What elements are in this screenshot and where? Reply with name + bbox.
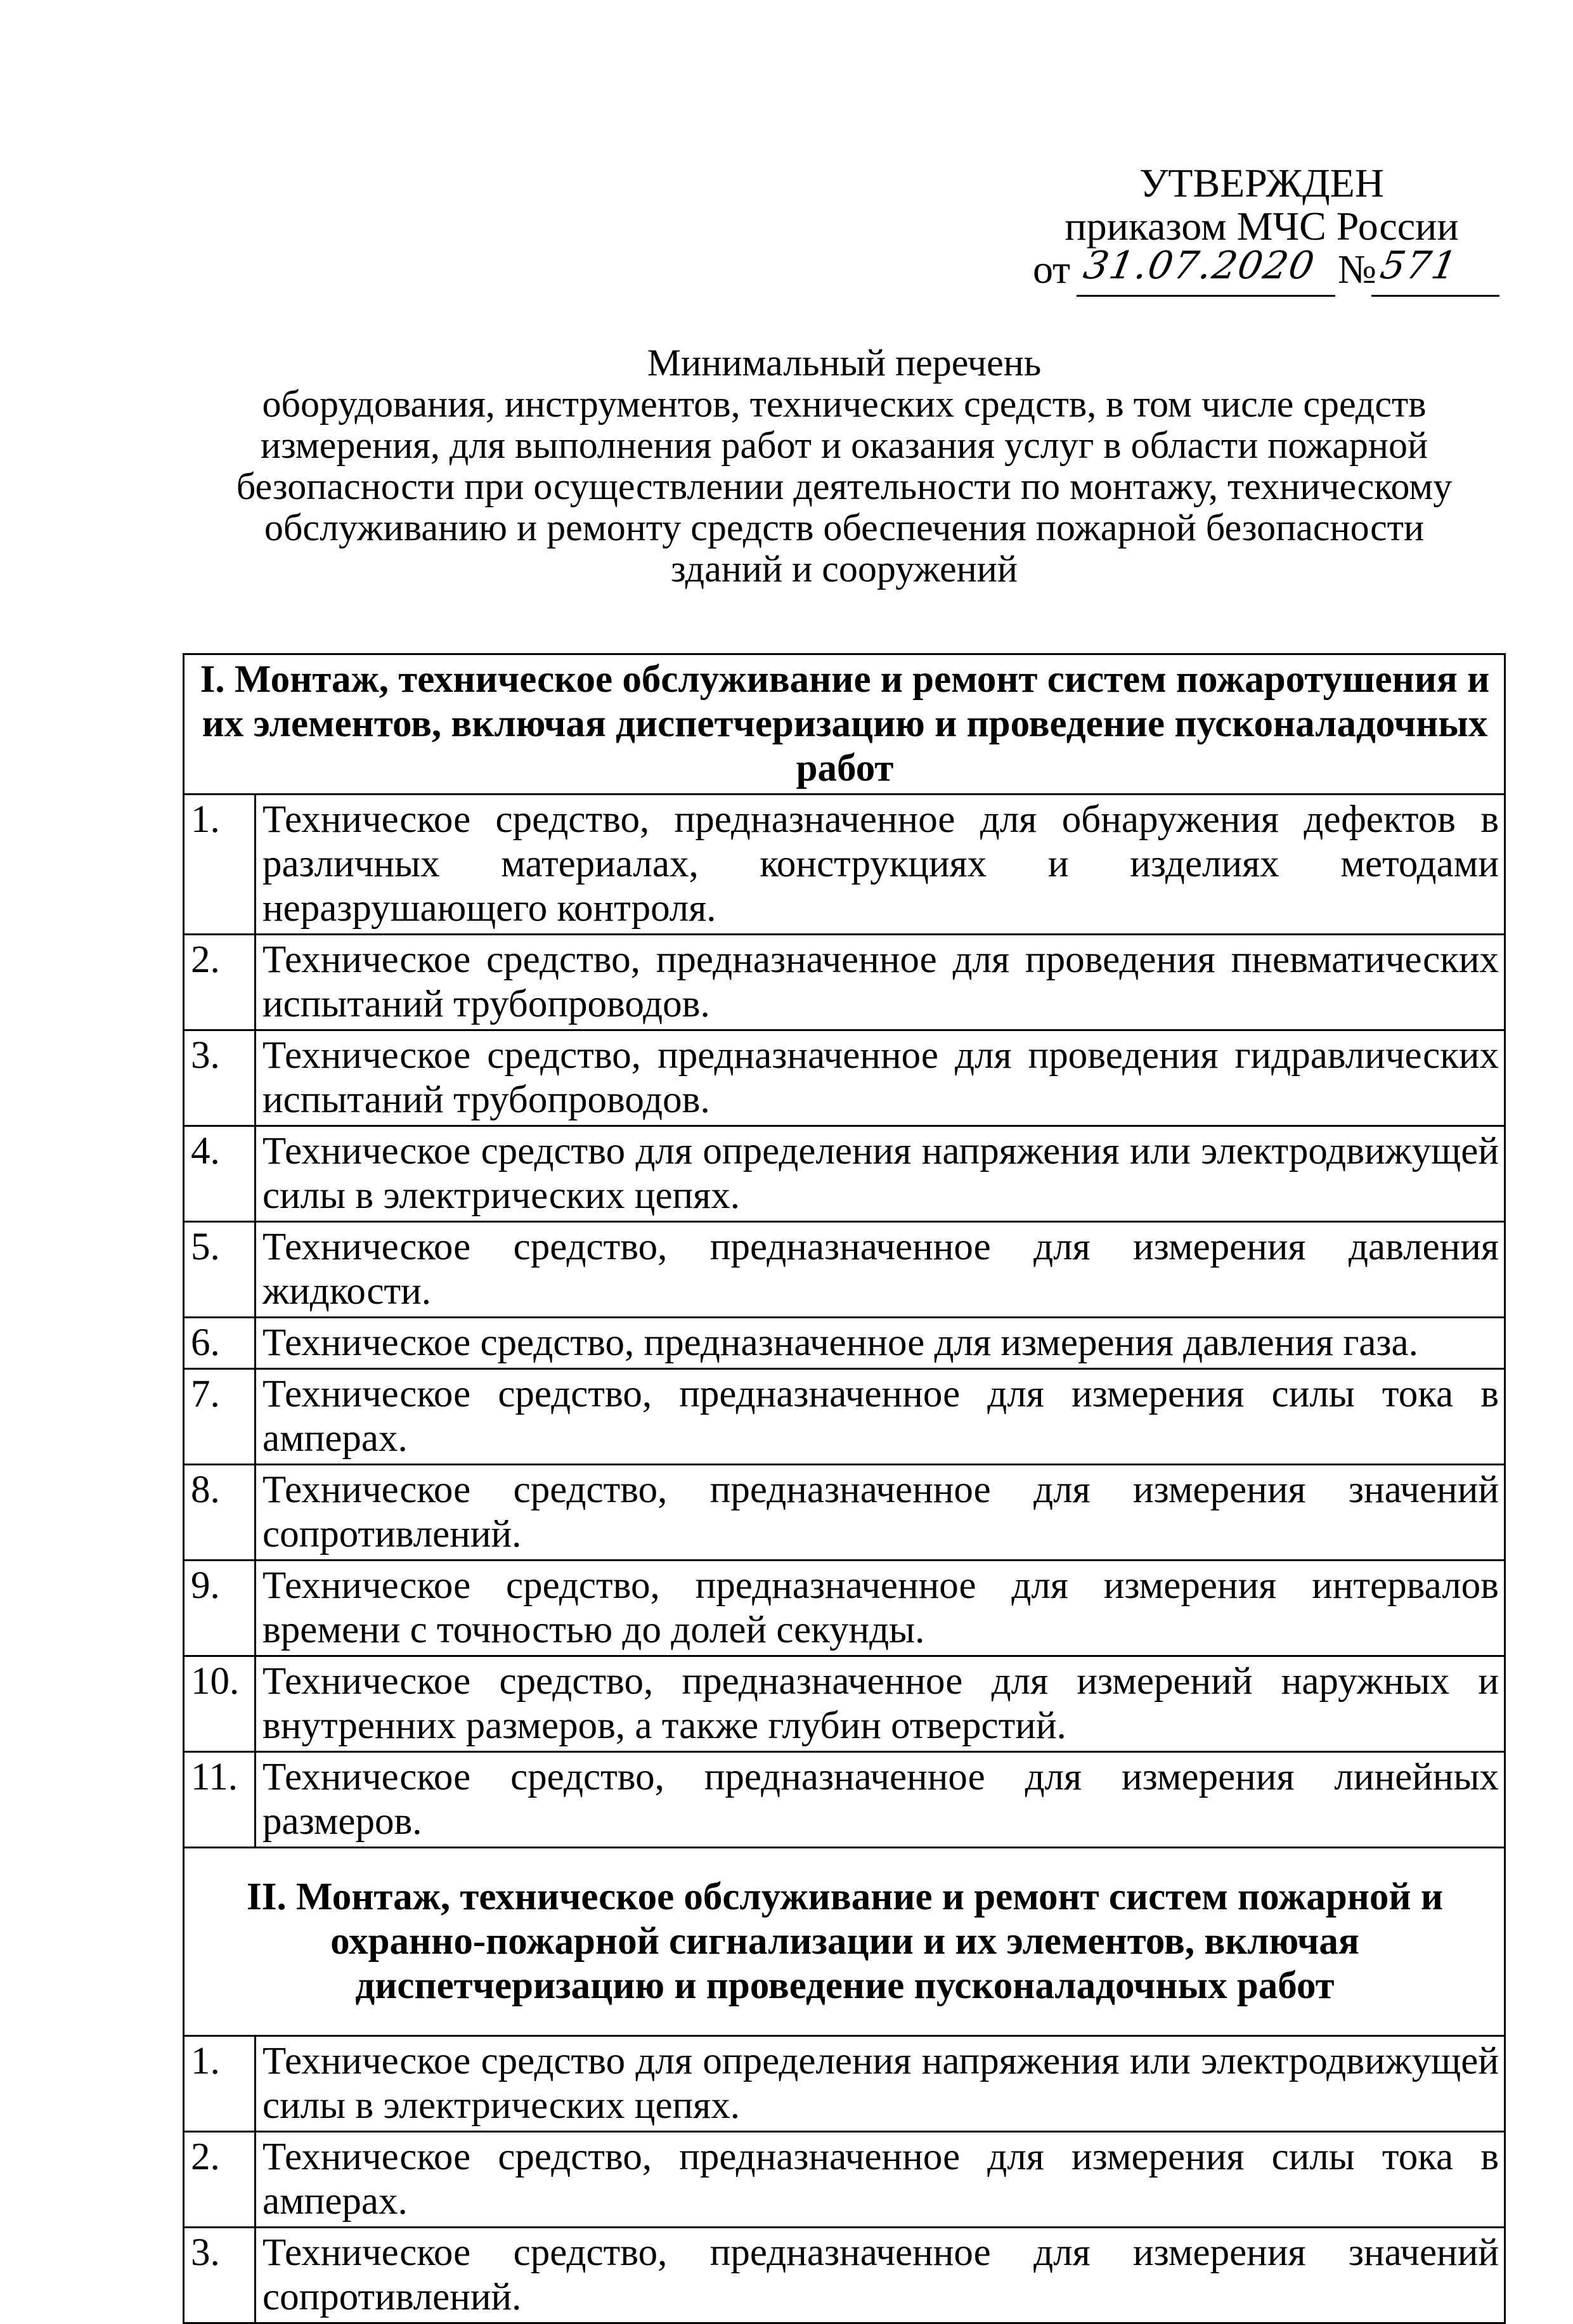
section-heading: II. Монтаж, техническое обслуживание и ремонт систем пожарной и охранно-пожарной сигнализации и их элементов, включая диспетчеризацию и проведение пусконаладочных работ: [184, 1848, 1505, 2036]
item-description: Техническое средство, предназначенное для измерения интервалов времени с точностью до долей секунды.: [256, 1561, 1505, 1656]
item-number: 7.: [184, 1369, 256, 1465]
item-number: 2.: [184, 935, 256, 1030]
table-row: [184, 795, 1505, 935]
table-row: [184, 2132, 1505, 2228]
equipment-list-table: [183, 653, 1506, 2324]
title-line: оборудования, инструментов, технических средств, в том числе средств: [262, 383, 1427, 425]
title-line: безопасности при осуществлении деятельности по монтажу, техническому: [236, 465, 1453, 507]
handwritten-order-number: 571: [1376, 243, 1461, 288]
table-row: [184, 1222, 1505, 1318]
title-line: измерения, для выполнения работ и оказания услуг в области пожарной: [260, 424, 1428, 466]
table-row: [184, 1369, 1505, 1465]
date-underline: [1077, 295, 1335, 297]
table-row: [184, 1752, 1505, 1848]
item-description: Техническое средство, предназначенное для измерения силы тока в амперах.: [256, 2132, 1505, 2228]
item-description: Техническое средство, предназначенное для измерения линейных размеров.: [256, 1752, 1505, 1848]
approval-issuer: приказом МЧС России: [1065, 204, 1459, 249]
item-number: 3.: [184, 2228, 256, 2323]
approval-stamp: [989, 162, 1534, 291]
table-row: [184, 1126, 1505, 1222]
item-description: Техническое средство для определения напряжения или электродвижущей силы в электрических цепях.: [256, 2036, 1505, 2132]
item-number: 6.: [184, 1318, 256, 1369]
item-number: 3.: [184, 1030, 256, 1126]
number-underline: [1371, 295, 1499, 297]
section-heading: I. Монтаж, техническое обслуживание и ремонт систем пожаротушения и их элементов, включая диспетчеризацию и проведение пусконаладочных работ: [184, 654, 1505, 795]
item-number: 5.: [184, 1222, 256, 1318]
item-number: 1.: [184, 795, 256, 935]
item-description: Техническое средство, предназначенное для измерения давления газа.: [256, 1318, 1505, 1369]
item-description: Техническое средство, предназначенное для проведения гидравлических испытаний трубопроводов.: [256, 1030, 1505, 1126]
item-description: Техническое средство, предназначенное для измерения значений сопротивлений.: [256, 2228, 1505, 2323]
document-title: [183, 342, 1506, 590]
table-row: [184, 1030, 1505, 1126]
title-line: обслуживанию и ремонту средств обеспечения пожарной безопасности: [264, 507, 1425, 549]
item-number: 8.: [184, 1465, 256, 1561]
approval-status: УТВЕРЖДЕН: [1139, 160, 1384, 205]
table-row: [184, 1561, 1505, 1656]
item-number: 1.: [184, 2036, 256, 2132]
section-header-row: [184, 654, 1505, 795]
item-description: Техническое средство, предназначенное для проведения пневматических испытаний трубопроводов.: [256, 935, 1505, 1030]
item-description: Техническое средство, предназначенное для измерений наружных и внутренних размеров, а также глубин отверстий.: [256, 1656, 1505, 1752]
table-row: [184, 1656, 1505, 1752]
table-row: [184, 935, 1505, 1030]
item-description: Техническое средство, предназначенное для обнаружения дефектов в различных материалах, конструкциях и изделиях методами неразрушающего контроля.: [256, 795, 1505, 935]
order-line: [989, 243, 1534, 292]
item-number: 9.: [184, 1561, 256, 1656]
table-row: [184, 1465, 1505, 1561]
handwritten-date: 31.07.2020: [1080, 243, 1319, 288]
item-description: Техническое средство для определения напряжения или электродвижущей силы в электрических цепях.: [256, 1126, 1505, 1222]
number-sign: №: [1338, 247, 1377, 292]
item-description: Техническое средство, предназначенное для измерения значений сопротивлений.: [256, 1465, 1505, 1561]
item-number: 2.: [184, 2132, 256, 2228]
item-number: 10.: [184, 1656, 256, 1752]
item-description: Техническое средство, предназначенное для измерения силы тока в амперах.: [256, 1369, 1505, 1465]
item-number: 4.: [184, 1126, 256, 1222]
date-prefix: от: [1033, 247, 1071, 292]
table-row: [184, 1318, 1505, 1369]
table-row: [184, 2036, 1505, 2132]
section-header-row: [184, 1848, 1505, 2036]
table-row: [184, 2228, 1505, 2323]
item-description: Техническое средство, предназначенное для измерения давления жидкости.: [256, 1222, 1505, 1318]
title-line: Минимальный перечень: [647, 342, 1042, 384]
item-number: 11.: [184, 1752, 256, 1848]
title-line: зданий и сооружений: [671, 548, 1018, 590]
